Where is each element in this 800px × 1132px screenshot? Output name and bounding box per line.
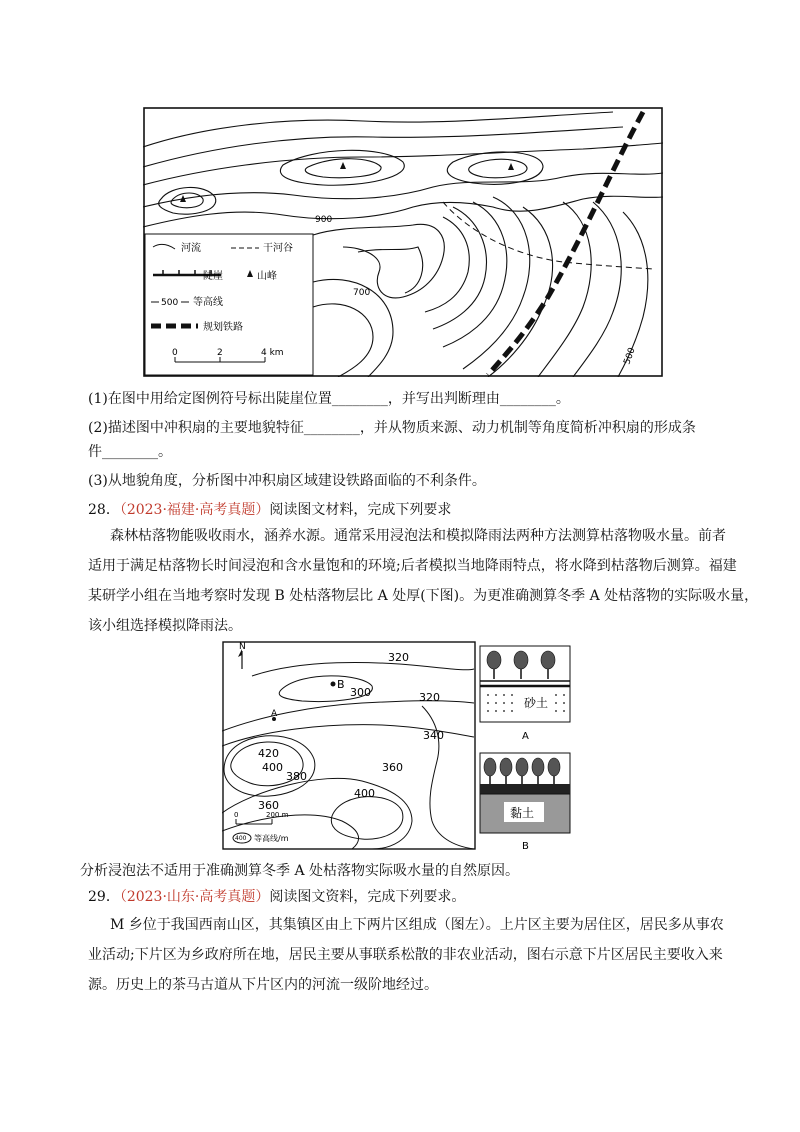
point-a-label: A	[271, 709, 278, 719]
q29-intro: 阅读图文资料，完成下列要求。	[269, 889, 466, 905]
scale-4km: 4 km	[261, 348, 284, 358]
legend-dry-valley: 干河谷	[263, 243, 293, 254]
legend-contour: 等高线	[193, 297, 223, 308]
q28-number: 28．	[88, 502, 120, 518]
contour-400-left: 400	[262, 761, 283, 774]
soil-panel-a	[480, 646, 570, 742]
panel-b-caption: B	[522, 841, 529, 852]
legend-railway: 规划铁路	[203, 322, 243, 333]
q28-heading	[88, 500, 451, 520]
q28-p3: 某研学小组在当地考察时发现 B 处枯落物层比 A 处厚(下图)。为更准确测算冬季 A 处枯落物的实际吸水量，	[88, 588, 759, 604]
map2-legend-400: 400	[235, 835, 247, 842]
q29-p1: M 乡位于我国西南山区，其集镇区由上下两片区组成（图左）。上片区主要为居住区，居民多从事农	[110, 917, 724, 933]
q28-p2: 适用于满足枯落物长时间浸泡和含水量饱和的环境;后者模拟当地降雨特点，将水降到枯落物后测算。福建	[88, 558, 737, 574]
legend-river: 河流	[181, 243, 201, 254]
contour-380: 380	[286, 770, 307, 783]
contour-420: 420	[258, 747, 279, 760]
scale-2: 2	[217, 348, 223, 358]
q28-p4: 该小组选择模拟降雨法。	[88, 618, 242, 634]
map2-scale-0: 0	[234, 811, 239, 819]
point-b-dot	[331, 682, 336, 687]
topographic-map-1	[143, 107, 663, 377]
q28-question: 分析浸泡法不适用于准确测算冬季 A 处枯落物实际吸水量的自然原因。	[80, 863, 520, 879]
legend-cliff-label: 陡崖	[203, 271, 223, 282]
q29-p2: 业活动;下片区为乡政府所在地，居民主要从事联系松散的非农业活动，图右示意下片区居民主要收入来	[88, 947, 723, 963]
contour-340: 340	[423, 729, 444, 742]
soil-b-label: 黏土	[510, 806, 535, 820]
north-label: N	[239, 642, 246, 652]
q29-number: 29．	[88, 889, 120, 905]
map1-legend	[145, 234, 313, 375]
q29-source: （2023·山东·高考真题）	[119, 889, 270, 905]
panel-a-caption: A	[522, 731, 529, 742]
map2-scale-200m: 200 m	[266, 811, 289, 819]
legend-peak: 山峰	[257, 271, 277, 282]
contour-320-mid: 320	[419, 691, 440, 704]
contour-300: 300	[350, 686, 371, 699]
contour-label-500: 500	[622, 346, 638, 367]
q28-p1: 森林枯落物能吸收雨水，涵养水源。通常采用浸泡法和模拟降雨法两种方法测算枯落物吸水量。前者	[110, 528, 726, 544]
contour-360-left: 360	[258, 799, 279, 812]
q27-part2-cont: 件________。	[88, 444, 172, 460]
q28-source: （2023·福建·高考真题）	[119, 502, 270, 518]
contour-label-700: 700	[353, 288, 371, 298]
contour-400-right: 400	[354, 787, 375, 800]
q29-p3: 源。历史上的茶马古道从下片区内的河流一级阶地经过。	[88, 977, 438, 993]
q27-part1: (1)在图中用给定图例符号标出陡崖位置________，并写出判断理由________。	[88, 391, 570, 407]
contour-label-900: 900	[315, 215, 333, 225]
soil-panel-b	[480, 753, 570, 852]
q27-part2: (2)描述图中冲积扇的主要地貌特征________，并从物质来源、动力机制等角度简析冲积扇的形成条	[88, 420, 696, 436]
point-b-label: B	[337, 678, 345, 691]
contour-320-top: 320	[388, 651, 409, 664]
q28-passage	[88, 521, 759, 641]
map2-legend-contour: 等高线/m	[254, 834, 289, 843]
contour-360-right: 360	[382, 761, 403, 774]
legend-contour-value: 500	[161, 298, 179, 308]
q27-part3: (3)从地貌角度，分析图中冲积扇区域建设铁路面临的不利条件。	[88, 473, 486, 489]
q29-heading	[88, 887, 465, 907]
q28-intro: 阅读图文材料，完成下列要求	[269, 502, 452, 518]
topographic-map-2	[222, 641, 582, 856]
q29-passage	[88, 910, 728, 1000]
scale-0: 0	[172, 348, 178, 358]
soil-a-label: 砂土	[524, 696, 549, 710]
